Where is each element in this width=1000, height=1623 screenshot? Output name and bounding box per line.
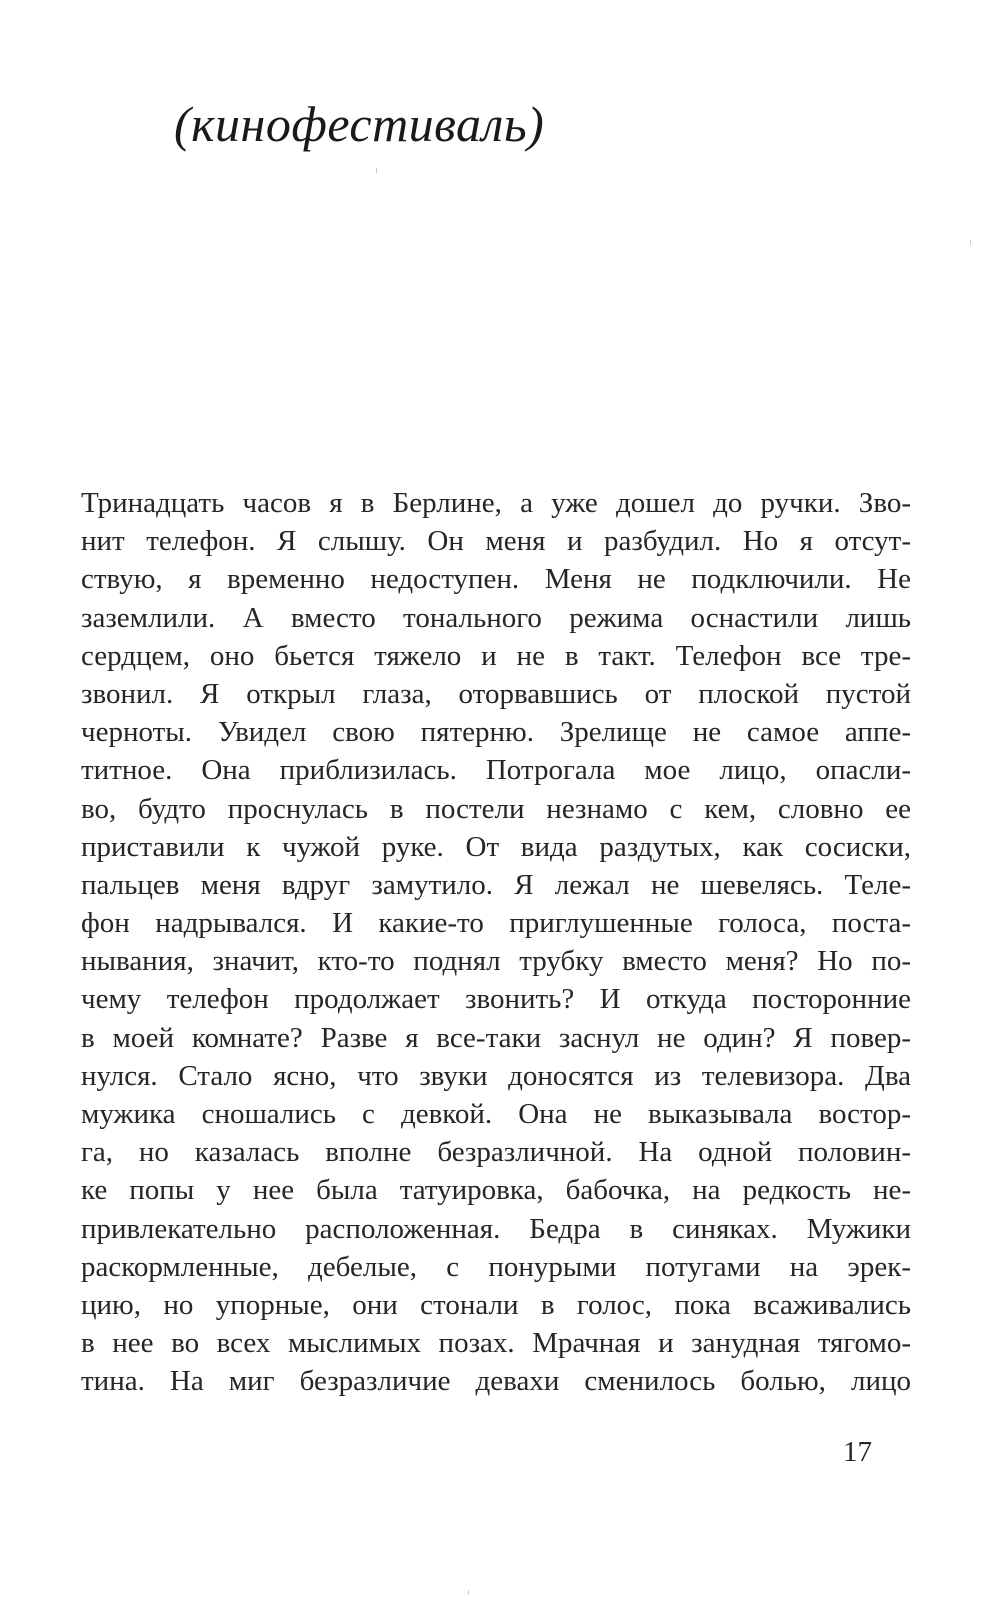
text-line: Тринадцать часов я в Берлине, а уже дошел до ручки. Зво- [81, 487, 911, 519]
text-line: звонил. Я открыл глаза, оторвавшись от плоской пустой [81, 677, 911, 710]
body-text [81, 484, 911, 1401]
text-line: нит телефон. Я слышу. Он меня и разбудил. Но я отсут- [81, 525, 911, 558]
text-line: раскормленные, дебелые, с понурыми потугами на эрек- [81, 1250, 911, 1283]
text-line: мужика сношались с девкой. Она не выказывала востор- [81, 1098, 911, 1130]
paper-speck [970, 240, 971, 245]
paper-speck [376, 168, 377, 173]
page-number: 17 [843, 1436, 872, 1468]
text-line: га, но казалась вполне безразличной. На одной половин- [81, 1136, 911, 1169]
text-line: в нее во всех мыслимых позах. Мрачная и занудная тягомо- [81, 1327, 911, 1360]
paper-speck [468, 1590, 469, 1595]
text-line: фон надрывался. И какие-то приглушенные голоса, поста- [81, 907, 911, 940]
text-line: во, будто проснулась в постели незнамо с кем, словно ее [81, 792, 911, 825]
text-line: приставили к чужой руке. От вида раздутых, как сосиски, [81, 830, 911, 863]
text-line: нывания, значит, кто-то поднял трубку вместо меня? Но по- [81, 945, 911, 978]
text-line: пальцев меня вдруг замутило. Я лежал не шевелясь. Теле- [81, 868, 911, 901]
text-line: титное. Она приблизилась. Потрогала мое лицо, опасли- [81, 754, 911, 787]
text-line: ствую, я временно недоступен. Меня не подключили. Не [81, 563, 911, 596]
text-line: заземлили. А вместо тонального режима оснастили лишь [81, 601, 911, 634]
text-line: ке попы у нее была татуировка, бабочка, на редкость не- [81, 1174, 911, 1207]
text-line: тина. На миг безразличие девахи сменилось болью, лицо [81, 1365, 911, 1398]
text-line: сердцем, оно бьется тяжело и не в такт. Телефон все тре- [81, 639, 911, 672]
text-line: привлекательно расположенная. Бедра в синяках. Мужики [81, 1212, 911, 1245]
text-line: чему телефон продолжает звонить? И откуда посторонние [81, 983, 911, 1016]
text-line: нулся. Стало ясно, что звуки доносятся из телевизора. Два [81, 1059, 911, 1092]
text-line: цию, но упорные, они стонали в голос, пока всаживались [81, 1288, 911, 1321]
text-line: в моей комнате? Разве я все-таки заснул не один? Я повер- [81, 1021, 911, 1054]
chapter-title: (кинофестиваль) [174, 96, 545, 152]
text-line: черноты. Увидел свою пятерню. Зрелище не самое аппе- [81, 716, 911, 749]
